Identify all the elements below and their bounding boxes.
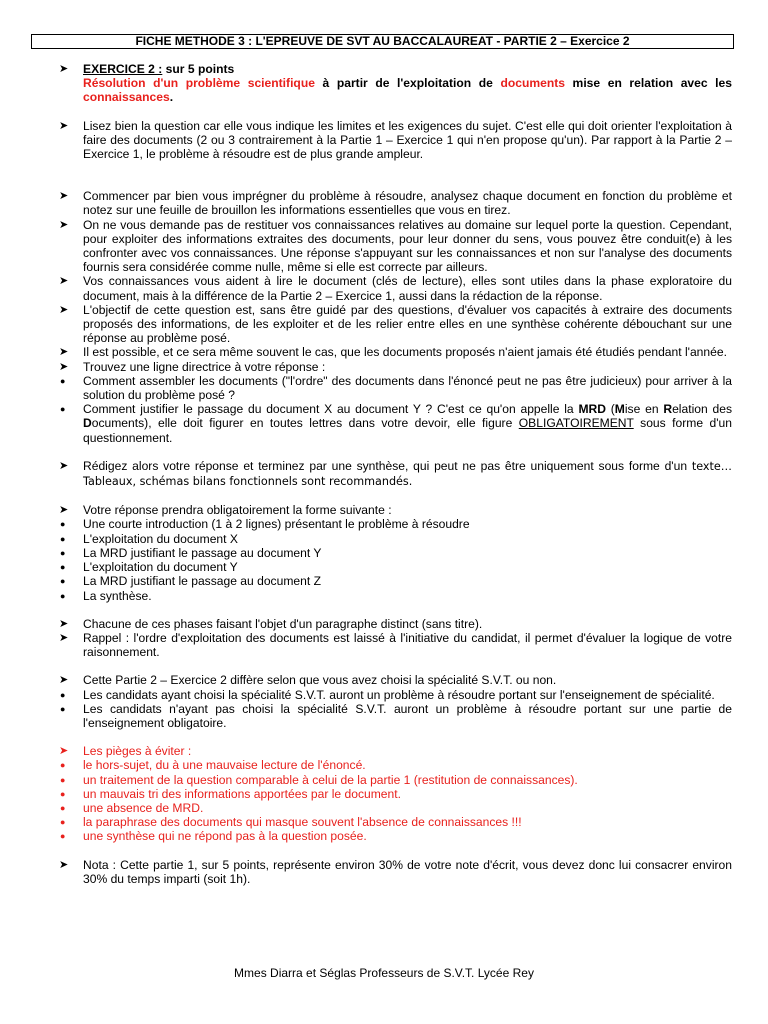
list-item: [59, 574, 732, 588]
paragraph-chacune: [59, 617, 732, 631]
pitfall-item: [59, 787, 732, 801]
dot-bullet-icon: ●: [60, 831, 66, 842]
paragraph-forme: [59, 503, 732, 517]
list-item-text: L'exploitation du document Y: [83, 560, 238, 575]
intro-text: .: [169, 90, 174, 105]
mrd-acronym: MRD: [578, 402, 606, 417]
list-item-text: sous forme d'un questionnement.: [83, 416, 732, 445]
list-item: [59, 546, 732, 560]
dot-bullet-icon: ●: [60, 519, 66, 530]
obligatoirement-emphasis: OBLIGATOIREMENT: [518, 416, 634, 431]
intro-text: mise en relation avec les: [564, 76, 732, 91]
dot-bullet-icon: ●: [60, 817, 66, 828]
dot-bullet-icon: ●: [60, 802, 66, 813]
paragraph-text: Votre réponse prendra obligatoirement la forme suivante :: [83, 503, 392, 518]
list-item-text: ise en: [624, 402, 664, 417]
list-item-comment-justifier: [59, 402, 732, 445]
paragraph-text: L'objectif de cette question est, sans être guidé par des questions, d'évaluer vos capacités à extraire des documents proposés des informations, de les exploiter et de les relier entre elles en une synthèse cohérente débouchant sur une réponse au problème posé.: [83, 302, 732, 346]
list-item: [59, 532, 732, 546]
paragraph-commencer: [59, 189, 732, 217]
page-footer: Mmes Diarra et Séglas Professeurs de S.V.T. Lycée Rey: [234, 966, 534, 980]
paragraph-objectif: [59, 303, 732, 346]
list-item-comment-assembler: [59, 374, 732, 402]
dot-bullet-icon: ●: [60, 760, 66, 771]
list-item-text: La MRD justifiant le passage au document Y: [83, 545, 322, 560]
pitfalls-heading: Les pièges à éviter :: [83, 744, 192, 759]
intro-keyword-documents: documents: [500, 76, 565, 91]
dot-bullet-icon: ●: [60, 547, 66, 558]
arrow-bullet-icon: ➤: [59, 631, 69, 644]
list-item-specialite: [59, 688, 732, 702]
paragraph-text-alt: texte… Tableaux, schémas bilans fonctionnels sont recommandés.: [83, 459, 732, 489]
arrow-bullet-icon: ➤: [59, 459, 69, 472]
list-item-text: L'exploitation du document X: [83, 531, 238, 546]
dot-bullet-icon: ●: [60, 774, 66, 785]
intro-text: à partir de l'exploitation de: [314, 76, 501, 91]
dot-bullet-icon: ●: [60, 703, 66, 714]
paragraph-text: Chacune de ces phases faisant l'objet d'un paragraphe distinct (sans titre).: [83, 616, 483, 631]
dot-bullet-icon: ●: [60, 576, 66, 587]
paragraph-rappel: [59, 631, 732, 659]
paragraph-text: Nota : Cette partie 1, sur 5 points, représente environ 30% de votre note d'écrit, vous devez donc lui consacrer environ 30% du temps imparti (soit 1h).: [83, 857, 732, 886]
arrow-bullet-icon: ➤: [59, 63, 69, 75]
dot-bullet-icon: ●: [60, 788, 66, 799]
arrow-bullet-icon: ➤: [59, 119, 69, 132]
pitfall-text: un mauvais tri des informations apportées par le document.: [83, 786, 401, 801]
pitfall-item: [59, 758, 732, 772]
dot-bullet-icon: ●: [60, 590, 66, 601]
intro-keyword-connaissances: connaissances: [83, 90, 170, 105]
exercice-title-label: EXERCICE 2 :: [83, 62, 163, 76]
pitfall-text: une absence de MRD.: [83, 800, 204, 815]
arrow-bullet-icon: ➤: [59, 346, 69, 359]
list-item-text: elation des: [672, 402, 732, 417]
list-item-text: La MRD justifiant le passage au document Z: [83, 574, 321, 589]
pitfall-item: [59, 801, 732, 815]
pitfall-text: un traitement de la question comparable à celui de la partie 1 (restitution de connaissances).: [83, 772, 578, 787]
arrow-bullet-icon: ➤: [59, 504, 69, 517]
arrow-bullet-icon: ➤: [59, 674, 69, 687]
list-item: [59, 560, 732, 574]
paragraph-lisez: [59, 119, 732, 162]
paragraph-text: On ne vous demande pas de restituer vos connaissances relatives au domaine sur lequel porte la question. Cependant, pour exploiter des informations extraites des documents, pour leur donner du sens, vous pouvez être conduit(e) à les confronter avec vos connaissances. Une réponse s'appuyant sur les connaissances et non sur l'analyse des documents fournis sera considérée comme nulle, même si elle est correcte par ailleurs.: [83, 217, 732, 275]
arrow-bullet-icon: ➤: [59, 218, 69, 231]
paragraph-text: Rappel : l'ordre d'exploitation des documents est laissé à l'initiative du candidat, il permet d'évaluer la logique de votre raisonnement.: [83, 630, 732, 660]
dot-bullet-icon: ●: [60, 562, 66, 573]
pitfall-text: le hors-sujet, du à une mauvaise lecture de l'énoncé.: [83, 758, 366, 773]
list-item: [59, 589, 732, 603]
paragraph-text: Il est possible, et ce sera même souvent le cas, que les documents proposés n'aient jamais été étudiés pendant l'année.: [83, 345, 727, 360]
paragraph-text: Lisez bien la question car elle vous indique les limites et les exigences du sujet. C'est elle qui doit orienter l'exploitation à faire des documents (2 ou 3 contrairement à la Partie 1 – Exercice 1 qui n'en propose qu'un). Par rapport à la Partie 2 – Exercice 1, le problème à résoudre est de plus grande ampleur.: [83, 118, 732, 162]
pitfall-text: une synthèse qui ne répond pas à la question posée.: [83, 829, 367, 844]
dot-bullet-icon: ●: [60, 375, 66, 386]
list-item-obligatoire: [59, 702, 732, 730]
list-item-text: Comment justifier le passage du document X au document Y ? C'est ce qu'on appelle la: [83, 402, 579, 417]
intro-keyword-resolution: Résolution d'un problème scientifique: [83, 76, 315, 91]
dot-bullet-icon: ●: [60, 404, 66, 415]
arrow-bullet-icon: ➤: [59, 745, 69, 758]
paragraph-text: Trouvez une ligne directrice à votre réponse :: [83, 359, 326, 374]
list-item-text: Une courte introduction (1 à 2 lignes) présentant le problème à résoudre: [83, 517, 470, 532]
pitfall-item: [59, 815, 732, 829]
paragraph-redigez: [59, 459, 732, 489]
pitfall-item: [59, 829, 732, 843]
exercice-points: sur 5 points: [162, 62, 235, 76]
paragraph-text: Rédigez alors votre réponse et terminez par une synthèse, qui peut ne pas être uniquement sous forme d'un: [83, 458, 692, 473]
paragraph-trouvez: [59, 360, 732, 374]
paragraph-text: Cette Partie 2 – Exercice 2 diffère selon que vous avez choisi la spécialité S.V.T. ou non.: [83, 673, 557, 688]
pitfall-text: la paraphrase des documents qui masque souvent l'absence de connaissances !!!: [83, 815, 522, 830]
arrow-bullet-icon: ➤: [59, 275, 69, 288]
list-item-text: La synthèse.: [83, 588, 152, 603]
paragraph-text: Commencer par bien vous imprégner du problème à résoudre, analysez chaque document en fonction du problème et notez sur une feuille de brouillon les informations essentielles que vous en tirez.: [83, 189, 732, 218]
list-item-text: (: [605, 402, 615, 417]
page-title: FICHE METHODE 3 : L'EPREUVE DE SVT AU BACCALAUREAT - PARTIE 2 – Exercice 2: [31, 34, 734, 49]
list-item-text: Les candidats n'ayant pas choisi la spécialité S.V.T. auront un problème à résoudre portant sur une partie de l'enseignement obligatoire.: [83, 701, 732, 730]
list-item: [59, 517, 732, 531]
pitfalls-title: [59, 744, 732, 758]
paragraph-possible: [59, 345, 732, 359]
arrow-bullet-icon: ➤: [59, 858, 69, 871]
list-item-text: Les candidats ayant choisi la spécialité S.V.T. auront un problème à résoudre portant sur l'enseignement de spécialité.: [83, 687, 715, 702]
paragraph-on-ne: [59, 218, 732, 275]
arrow-bullet-icon: ➤: [59, 303, 69, 316]
dot-bullet-icon: ●: [60, 533, 66, 544]
list-item-text: ocuments), elle doit figurer en toutes lettres dans votre devoir, elle figure: [91, 416, 519, 431]
arrow-bullet-icon: ➤: [59, 190, 69, 203]
arrow-bullet-icon: ➤: [59, 360, 69, 373]
paragraph-vos: [59, 274, 732, 302]
list-item-text: Comment assembler les documents ("l'ordre" des documents dans l'énoncé peut ne pas être judicieux) pour arriver à la solution du problème posé ?: [83, 373, 732, 403]
acronym-letter: D: [83, 416, 92, 431]
document-body: [59, 62, 732, 886]
acronym-letter: R: [663, 402, 673, 417]
paragraph-nota: [59, 858, 732, 886]
pitfall-item: [59, 773, 732, 787]
acronym-letter: M: [614, 402, 625, 417]
exercice-intro: [59, 62, 732, 105]
paragraph-cette-partie: [59, 673, 732, 687]
dot-bullet-icon: ●: [60, 689, 66, 700]
arrow-bullet-icon: ➤: [59, 617, 69, 630]
paragraph-text: Vos connaissances vous aident à lire le document (clés de lecture), elles sont utiles dans la phase exploratoire du document, mais à la différence de la Partie 2 – Exercice 1, aussi dans la rédaction de la réponse.: [83, 274, 732, 303]
